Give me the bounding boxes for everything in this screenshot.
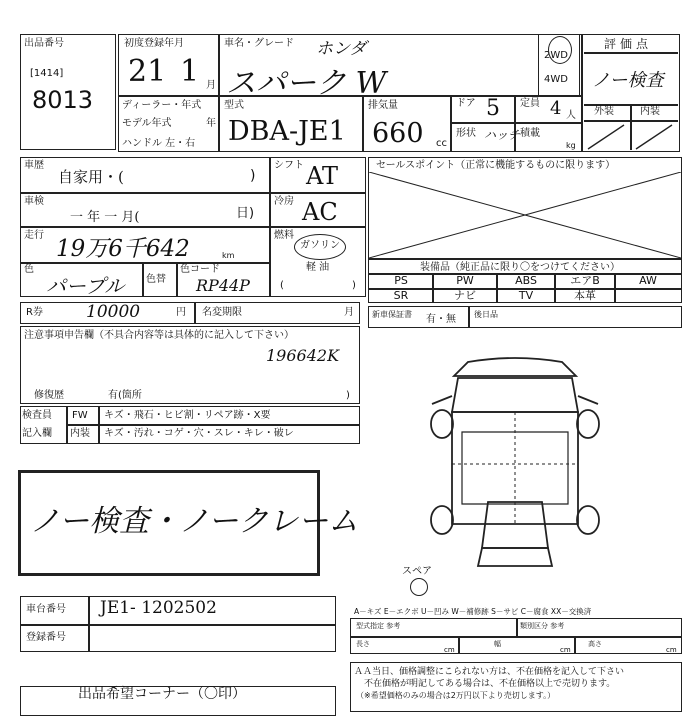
fuel-gas: ガソリン	[300, 240, 340, 251]
car-damage-diagram	[428, 352, 602, 576]
fuel-gas-circle	[294, 234, 346, 260]
repair-value: 有(箇所	[108, 390, 142, 401]
history-value: 自家用・(	[58, 168, 124, 186]
repair-label: 修復歴	[34, 390, 64, 401]
warranty-box	[368, 306, 682, 328]
color-code-value: RP44P	[196, 276, 250, 295]
load-unit: kg	[566, 141, 576, 150]
door-label: ドア	[456, 98, 476, 109]
height-label: 高さ	[588, 640, 602, 648]
drive-4wd: 4WD	[544, 74, 568, 85]
equip-pw: PW	[456, 274, 474, 287]
fuel-paren-close: )	[352, 280, 356, 291]
mileage-value: 19万6千642	[56, 236, 190, 262]
ac-label: 冷房	[274, 196, 294, 207]
notes-value: 196642K	[266, 346, 340, 365]
later-items-label: 後日品	[474, 310, 498, 319]
equipment-label: 装備品（純正品に限り〇をつけてください）	[420, 262, 620, 273]
fuel-paren: (	[280, 280, 284, 291]
nameplate-label: 名変期限	[202, 307, 242, 318]
door-value: 5	[486, 96, 500, 121]
evaluation-value: ノー検査	[592, 70, 664, 91]
shaken-day: 日)	[236, 206, 255, 221]
displacement-unit: cc	[436, 138, 447, 149]
equip-airbag: エアB	[570, 274, 600, 287]
interior-entry-label: 内装	[70, 428, 90, 439]
drive-2wd: 2WD	[544, 50, 568, 61]
width-label: 幅	[494, 640, 501, 648]
footer-title: 出品希望コーナー（〇印）	[78, 686, 246, 702]
registration-year: 21	[128, 54, 167, 89]
dealer-label: ディーラー・年式	[122, 100, 202, 111]
lot-label: 出品番号	[24, 38, 64, 49]
interior-label: 内装	[640, 106, 660, 117]
warranty-value: 有・無	[426, 314, 456, 325]
displacement-label: 排気量	[368, 100, 398, 111]
stamp-text: ノー検査・ノークレーム	[30, 504, 359, 539]
interior-entry-text: キズ・汚れ・コゲ・穴・スレ・キレ・破レ	[104, 428, 294, 439]
history-close: )	[250, 168, 256, 184]
r-ticket-label: R券	[26, 307, 43, 318]
sales-point-label: セールスポイント（正常に機能するものに限ります）	[376, 160, 616, 171]
height-unit: cm	[666, 646, 677, 654]
load-label: 積載	[520, 128, 540, 139]
fw-label: FW	[72, 410, 88, 421]
spare-tire-icon	[410, 578, 428, 596]
damage-legend: A－キズ E－エクボ U－凹み W－補修跡 S－サビ C－腐食 XX－交換済	[354, 607, 592, 616]
absentee-note-1: ＡＡ当日、価格調整にこられない方は、不在価格を記入して下さい	[354, 667, 625, 677]
exterior-label: 外装	[594, 106, 614, 117]
registration-label: 初度登録年月	[124, 38, 184, 49]
color-code-label: 色コード	[180, 264, 220, 275]
equip-sr: SR	[393, 289, 409, 302]
reference-type: 型式指定 参考	[356, 622, 401, 630]
type-label: 型式	[224, 100, 244, 111]
entry-label: 記入欄	[22, 428, 52, 439]
shaken-value: 一 年 一 月(	[70, 210, 140, 225]
reference-class: 類別区分 参考	[520, 622, 565, 630]
r-ticket-unit: 円	[176, 307, 186, 318]
ac-value: AC	[302, 198, 338, 226]
inspector-label: 検査員	[22, 410, 52, 421]
model-year-label: モデル年式	[122, 118, 172, 129]
capacity-label: 定員	[520, 98, 540, 109]
history-label: 車歴	[24, 160, 44, 171]
r-ticket-box	[20, 302, 360, 324]
car-name-label: 車名・グレード	[224, 38, 294, 49]
shift-value: AT	[306, 162, 339, 190]
chassis-label: 車台番号	[26, 604, 66, 615]
registration-month: 1	[180, 54, 200, 89]
mileage-label: 走行	[24, 230, 44, 241]
absentee-note-2: 不在価格が明記してある場合は、不在価格以上で売切ります。	[364, 679, 616, 689]
lot-sub: [1414]	[30, 68, 64, 79]
fuel-label: 燃料	[274, 230, 294, 241]
fw-text: キズ・飛石・ヒビ割・リペア跡・X要	[104, 410, 271, 421]
notes-label: 注意事項申告欄（不具合内容等は具体的に記入して下さい）	[24, 330, 294, 341]
shape-label: 形状	[456, 128, 476, 139]
width-unit: cm	[560, 646, 571, 654]
registration-number-label: 登録番号	[26, 632, 66, 643]
registration-month-unit: 月	[206, 80, 216, 91]
equip-navi: ナビ	[454, 289, 476, 302]
handle-label: ハンドル 左・右	[122, 138, 196, 149]
shift-label: シフト	[274, 160, 304, 171]
evaluation-label: 評価点	[604, 37, 653, 51]
fuel-diesel: 軽 油	[306, 262, 330, 273]
sales-point-cross	[369, 172, 681, 258]
r-ticket-value: 10000	[86, 302, 141, 322]
color-value: パープル	[46, 274, 125, 298]
equip-abs: ABS	[515, 274, 537, 287]
absentee-note-3: （※希望価格のみの場合は2万円以下より売切します。）	[356, 691, 556, 700]
equip-aw: AW	[639, 274, 657, 287]
repair-close: )	[346, 390, 350, 401]
warranty-label: 新車保証書	[372, 310, 412, 319]
car-name: スパーク W	[226, 66, 387, 101]
length-unit: cm	[444, 646, 455, 654]
evaluation-slashes	[584, 121, 680, 151]
mileage-unit: km	[222, 251, 235, 260]
type-value: DBA-JE1	[228, 116, 346, 147]
spare-label: スペア	[402, 566, 432, 577]
maker-name: ホンダ	[316, 39, 367, 59]
equip-leather: 本革	[574, 289, 596, 302]
length-label: 長さ	[356, 640, 370, 648]
color-label: 色	[24, 264, 34, 275]
displacement-value: 660	[372, 118, 424, 149]
capacity-value: 4	[550, 98, 562, 119]
nameplate-unit: 月	[344, 307, 354, 318]
drive-2wd-circle	[548, 36, 572, 64]
equip-tv: TV	[518, 289, 534, 302]
chassis-value: JE1- 1202502	[100, 598, 217, 618]
capacity-unit: 人	[566, 110, 576, 121]
lot-number: 8013	[32, 86, 94, 114]
color-change-label: 色替	[146, 274, 166, 285]
shape-value: ハッチ	[484, 128, 521, 142]
shaken-label: 車検	[24, 196, 44, 207]
model-year-unit: 年	[206, 118, 216, 129]
equip-ps: PS	[394, 274, 408, 287]
